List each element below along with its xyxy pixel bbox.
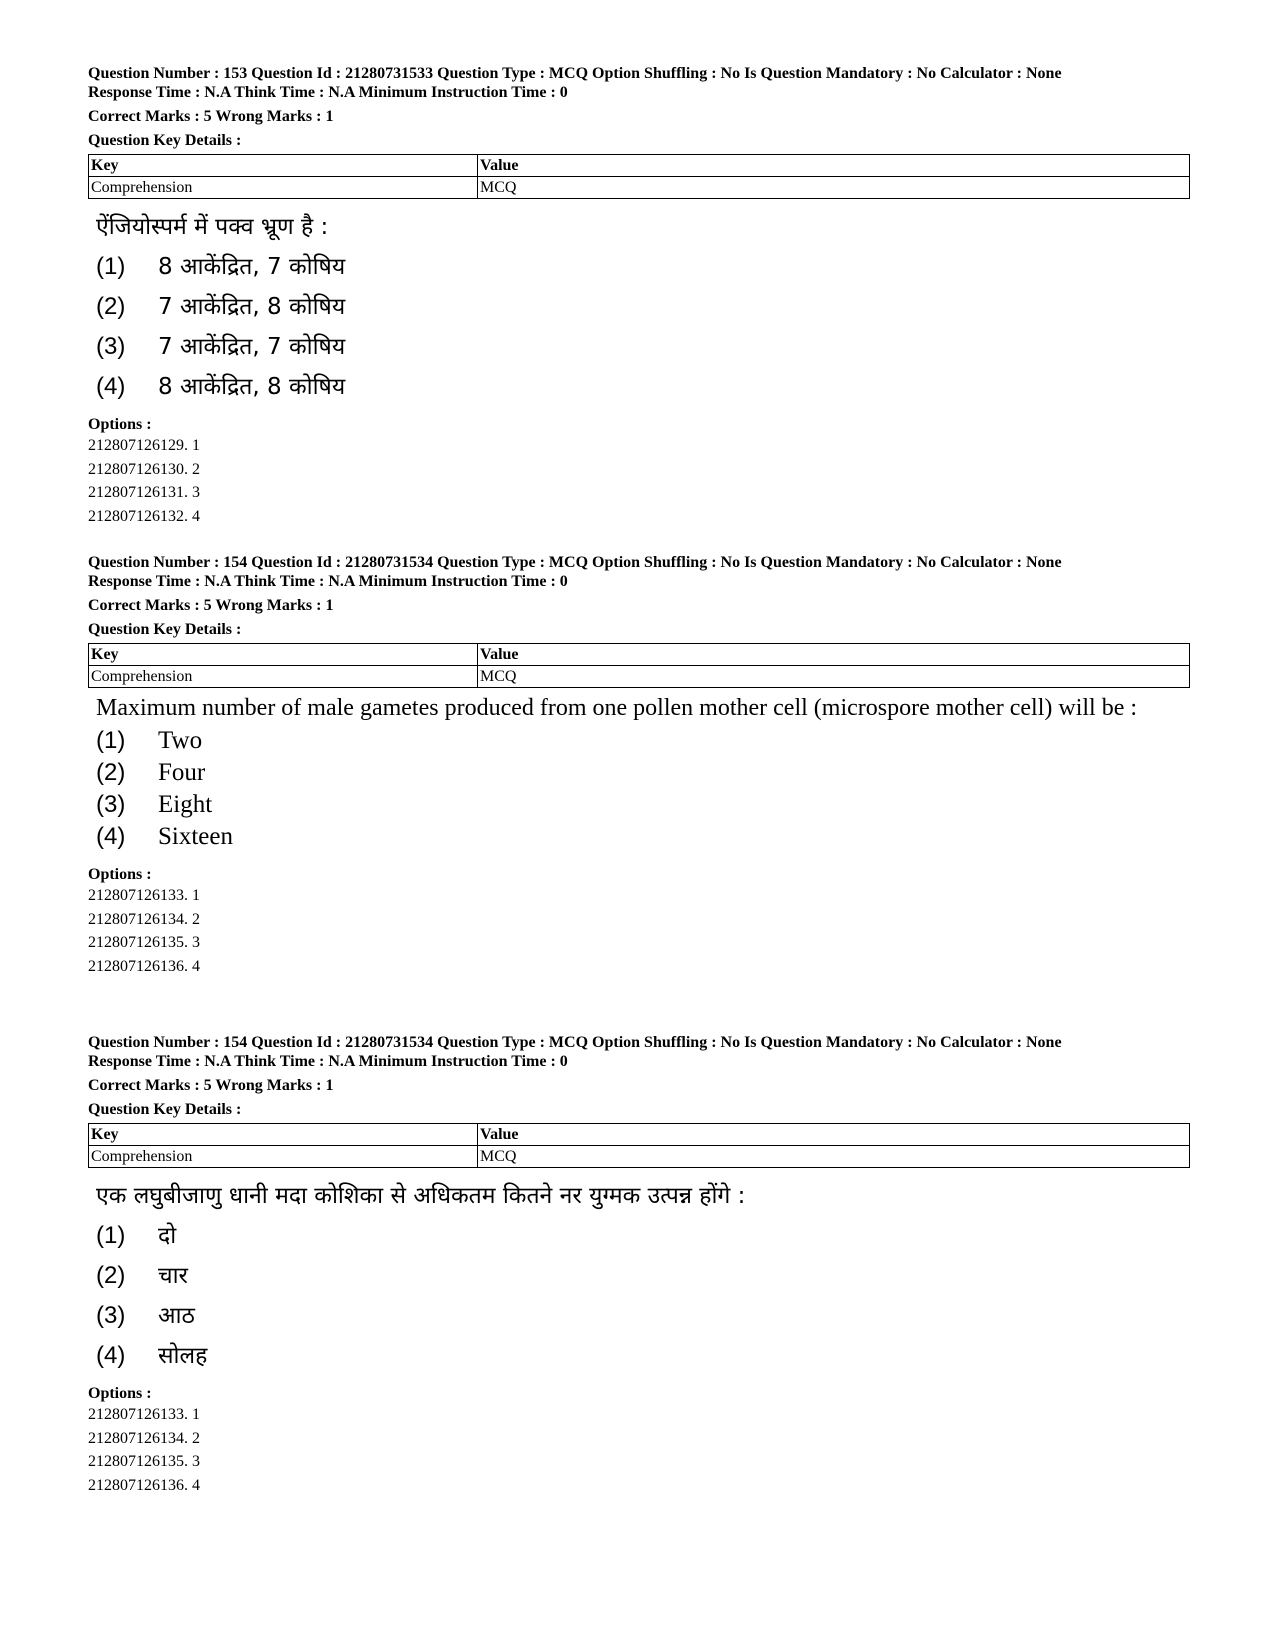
marks-line: Correct Marks : 5 Wrong Marks : 1: [88, 108, 334, 125]
option-id: 212807126134. 2: [88, 1429, 200, 1447]
choice-text: चार: [158, 1263, 188, 1289]
question-meta-line: Response Time : N.A Think Time : N.A Minimum Instruction Time : 0: [88, 84, 568, 101]
choice-number: (1): [96, 727, 126, 754]
choice-item: [88, 823, 1190, 855]
choice-item: [88, 1218, 1190, 1258]
table-cell-value: MCQ: [478, 1146, 1190, 1168]
options-label: Options :: [88, 866, 152, 883]
question-meta-line: Question Number : 153 Question Id : 21280731533 Question Type : MCQ Option Shuffling : No Is Question Mandatory : No Calculator : None: [88, 65, 1062, 82]
choice-text: दो: [158, 1223, 177, 1249]
choice-number: (2): [96, 759, 126, 786]
option-id: 212807126135. 3: [88, 934, 200, 951]
option-id: 212807126133. 1: [88, 887, 200, 904]
choice-text: 7 आकेंद्रित, 7 कोषिय: [158, 334, 346, 360]
choice-number: (1): [96, 253, 126, 280]
choice-text: सोलह: [158, 1343, 208, 1369]
choice-text: Sixteen: [158, 823, 233, 850]
question-text: Maximum number of male gametes produced from one pollen mother cell (microspore mother cell) will be :: [96, 695, 1138, 721]
option-id: 212807126129. 1: [88, 437, 200, 454]
choice-number: (1): [96, 1222, 126, 1249]
table-header-value: Value: [478, 1124, 1190, 1146]
table-header-key: Key: [89, 644, 478, 666]
table-header-key: Key: [89, 1124, 478, 1146]
table-cell-key: Comprehension: [89, 1146, 478, 1168]
choice-number: (2): [96, 293, 126, 320]
choice-item: [88, 759, 1190, 791]
choice-text: आठ: [158, 1303, 195, 1329]
marks-line: Correct Marks : 5 Wrong Marks : 1: [88, 597, 334, 614]
question-text: एक लघुबीजाणु धानी मदा कोशिका से अधिकतम कितने नर युग्मक उत्पन्न होंगे :: [96, 1183, 746, 1209]
choice-number: (4): [96, 823, 126, 850]
option-id: 212807126133. 1: [88, 1406, 200, 1423]
options-label: Options :: [88, 416, 152, 433]
table-header-key: Key: [89, 155, 478, 177]
choice-item: [88, 329, 1190, 369]
choice-number: (2): [96, 1262, 126, 1289]
choice-text: 8 आकेंद्रित, 7 कोषिय: [158, 254, 346, 280]
options-label: Options :: [88, 1385, 152, 1402]
choice-item: [88, 1258, 1190, 1298]
choice-item: [88, 289, 1190, 329]
key-details-table: [88, 154, 1190, 199]
key-details-table: [88, 1123, 1190, 1168]
choice-text: Eight: [158, 791, 213, 818]
choice-text: Four: [158, 759, 206, 786]
choice-item: [88, 1298, 1190, 1338]
choice-number: (3): [96, 333, 126, 360]
key-details-table: [88, 643, 1190, 688]
choice-number: (3): [96, 1302, 126, 1329]
choice-number: (3): [96, 791, 126, 818]
choice-text: 7 आकेंद्रित, 8 कोषिय: [158, 294, 346, 320]
question-meta-line: Question Number : 154 Question Id : 21280731534 Question Type : MCQ Option Shuffling : No Is Question Mandatory : No Calculator : None: [88, 1034, 1062, 1051]
choice-item: [88, 791, 1190, 823]
key-details-label: Question Key Details :: [88, 132, 242, 149]
table-cell-value: MCQ: [478, 666, 1190, 688]
option-id: 212807126136. 4: [88, 957, 200, 975]
question-block-154-hi: [88, 1033, 1190, 1497]
question-block-153: [88, 64, 1190, 528]
table-header-value: Value: [478, 644, 1190, 666]
table-header-value: Value: [478, 155, 1190, 177]
option-id: 212807126131. 3: [88, 484, 200, 501]
question-meta-line: Response Time : N.A Think Time : N.A Minimum Instruction Time : 0: [88, 1053, 568, 1070]
choice-text: Two: [158, 727, 203, 754]
choice-item: [88, 727, 1190, 759]
option-id: 212807126135. 3: [88, 1453, 200, 1470]
choice-item: [88, 1338, 1190, 1374]
question-meta-line: Question Number : 154 Question Id : 21280731534 Question Type : MCQ Option Shuffling : No Is Question Mandatory : No Calculator : None: [88, 554, 1062, 571]
option-id: 212807126132. 4: [88, 507, 200, 525]
marks-line: Correct Marks : 5 Wrong Marks : 1: [88, 1077, 334, 1094]
table-cell-key: Comprehension: [89, 666, 478, 688]
key-details-label: Question Key Details :: [88, 1101, 242, 1118]
question-block-154-en: [88, 553, 1190, 978]
choice-number: (4): [96, 1342, 126, 1369]
choice-number: (4): [96, 373, 126, 400]
choice-text: 8 आकेंद्रित, 8 कोषिय: [158, 374, 346, 400]
choice-item: [88, 249, 1190, 289]
question-meta-line: Response Time : N.A Think Time : N.A Minimum Instruction Time : 0: [88, 573, 568, 590]
key-details-label: Question Key Details :: [88, 621, 242, 638]
question-text: ऐंजियोस्पर्म में पक्व भ्रूण है :: [96, 214, 329, 240]
table-cell-value: MCQ: [478, 177, 1190, 199]
option-id: 212807126136. 4: [88, 1476, 200, 1494]
table-cell-key: Comprehension: [89, 177, 478, 199]
option-id: 212807126130. 2: [88, 460, 200, 478]
choice-item: [88, 369, 1190, 405]
option-id: 212807126134. 2: [88, 910, 200, 928]
